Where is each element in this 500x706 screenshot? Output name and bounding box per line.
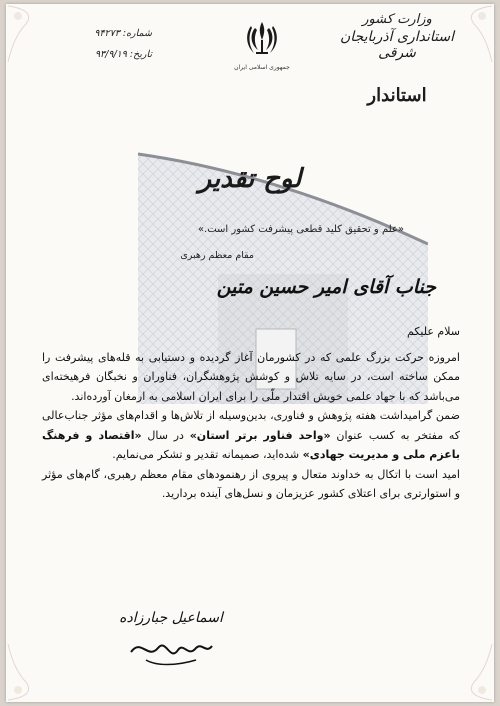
paragraph-2-part-c: شده‌اید، صمیمانه تقدیر و تشکر می‌نمایم. <box>112 448 300 461</box>
certificate-body <box>42 322 460 504</box>
leader-quote: «علم و تحقیق کلید قطعی پیشرفت کشور است.» <box>197 224 404 235</box>
corner-ornament-icon <box>6 642 66 702</box>
signature-block <box>116 610 226 674</box>
paragraph-2-part-b: در سال <box>147 428 184 442</box>
office-title: استاندار <box>367 85 427 106</box>
emblem <box>226 18 298 71</box>
reference-block <box>32 28 152 70</box>
certificate-title: لوح تقدیر <box>198 164 302 194</box>
certificate-page <box>6 4 494 702</box>
greeting: سلام علیکم <box>406 325 460 338</box>
award-title: «واحد فناور برتر استان» <box>189 428 331 442</box>
quote-source: مقام معظم رهبری <box>180 250 254 261</box>
paragraph-1: امروزه حرکت بزرگ علمی که در کشورمان آغاز گردیده و دستیابی به قله‌های پیشرفت را ممکن ساخته است، در سایه تلاش و کوشش پژوهشگران، فناوران و نخبگان فرهیخته‌ای می‌باشد که با جهاد علمی خویش اقتدار ملّی را برای ایران اسلامی به ارمغان آورده‌اند. <box>42 350 460 403</box>
reference-date: تاریخ: ۹۳/۹/۱۹ <box>94 49 152 60</box>
paragraph-2 <box>42 406 460 465</box>
handwritten-signature <box>126 630 216 670</box>
ministry-name: وزارت کشور <box>362 12 432 27</box>
emblem-icon <box>242 18 282 58</box>
ministry-heading <box>322 12 472 106</box>
recipient-name: جناب آقای امیر حسین متین <box>216 276 436 298</box>
paragraph-2-part-a: ضمن گرامیداشت هفته پژوهش و فناوری، بدین‌وسیله از تلاش‌ها و اقدام‌های مؤثر جناب‌عالی که مفتخر به کسب عنوان <box>42 409 461 442</box>
reference-number: شماره: ۹۴۲۷۳ <box>94 28 152 39</box>
year-slogan: «اقتصاد و فرهنگ باعزم ملی و مدیریت جهادی» <box>42 428 460 461</box>
governorate-name: استانداری آذربایجان شرقی <box>340 29 454 61</box>
emblem-caption: جمهوری اسلامی ایران <box>234 64 290 71</box>
signatory-name: اسماعیل جبارزاده <box>119 610 223 626</box>
corner-ornament-icon <box>434 642 494 702</box>
paragraph-3: امید است با اتکال به خداوند متعال و پیروی از رهنمودهای مقام معظم رهبری، گام‌های مؤثر و استوارتری برای اعتلای کشور عزیزمان و نسل‌های آینده بردارید. <box>42 467 460 500</box>
